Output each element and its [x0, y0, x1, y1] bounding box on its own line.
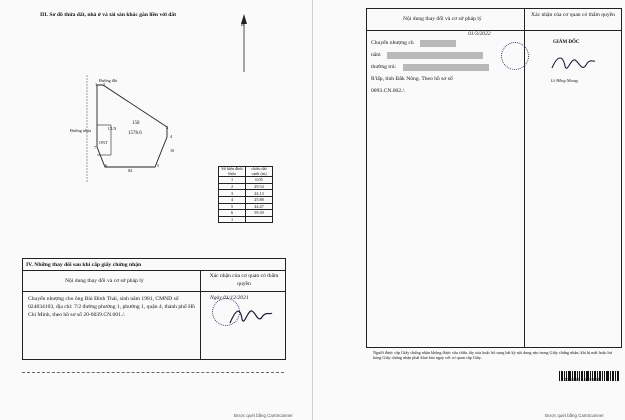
table-row: 6 59.39: [219, 210, 273, 217]
map-vertex-2: 2: [103, 82, 106, 87]
scanner-footer: Được quét bằng CamScanner: [234, 413, 293, 418]
section3-title: III. Sơ đồ thửa đất, nhà ở và tài sản khác gắn liền với đất: [40, 12, 177, 18]
map-label-edge-84: 84: [128, 168, 133, 173]
map-label-edge-10: 10: [170, 148, 175, 153]
notice-text: Người được cấp Giấy chứng nhận không được sửa chữa, tẩy xóa hoặc bổ sung bất kỳ nội dung nào trong Giấy chứng nhận; khi bị mất hoặc hư hỏng Giấy chứng nhận phải khai báo ngay với cơ quan cấp Giấy.: [373, 350, 612, 361]
change-entry-text: Chuyển nhượng cho ông Bùi Đình Thái, sinh năm 1981, CMND số 024834103, địa chỉ: 7/2 đường phường 1, phường 1, quận 4, thành phố Hồ Chí Minh, theo hồ sơ số 20-0039.CN.001./.: [28, 296, 195, 318]
table-row: 1: [219, 216, 273, 223]
dashed-divider: [22, 372, 284, 373]
map-label-road-side: Đường nhựa: [70, 128, 92, 133]
divider: [22, 291, 286, 292]
table-row: 3 24.13: [219, 190, 273, 197]
table-row: 1 6.05: [219, 177, 273, 184]
redacted-block: [420, 40, 456, 47]
edge-length-table: [218, 166, 273, 223]
table-row: 5 44.47: [219, 203, 273, 210]
map-vertex-6: 6: [105, 163, 108, 168]
scanner-footer: Được quét bằng CamScanner: [545, 413, 604, 418]
entry-line-3: thường trú:: [371, 64, 397, 70]
change-entry-date: Ngày 01/12/2021: [210, 295, 249, 301]
certificate-page-left: [0, 0, 312, 420]
table-header: chiều dài cạnh (m): [246, 167, 273, 177]
entry-line-2: năm: [371, 52, 381, 58]
redacted-block: [387, 52, 483, 59]
col-header-content: Nội dung thay đổi và cơ sở pháp lý: [65, 278, 144, 284]
table-header: Số hiệu đỉnh thửa: [219, 167, 246, 177]
divider: [22, 270, 286, 271]
col-header-confirm: Xác nhận của cơ quan có thẩm quyền: [209, 273, 279, 287]
col-header-content: Nội dung thay đổi và cơ sở pháp lý: [403, 16, 482, 22]
map-vertex-5: 5: [157, 163, 160, 168]
map-label-parcel-no: 158: [132, 121, 140, 126]
barcode-icon: [559, 368, 619, 378]
signer-name: Lê Hồng Nhung: [551, 78, 578, 83]
redacted-block: [403, 64, 489, 71]
director-label: GIÁM ĐỐC: [553, 40, 580, 45]
entry-line-5: 0093.CN.002./.: [371, 88, 406, 94]
north-label: B: [241, 23, 245, 28]
official-stamp: [501, 42, 529, 70]
divider: [366, 30, 622, 31]
map-label-road-top: Đường đất: [99, 78, 117, 83]
col-header-confirm: Xác nhận của cơ quan có thẩm quyền: [531, 12, 615, 18]
signature-icon: [549, 52, 597, 76]
serial-number: 24756250819620: [561, 379, 601, 383]
table-row: 4 25.88: [219, 196, 273, 203]
entry-line-1: Chuyển nhượng ch: [371, 40, 414, 46]
map-label-ont: ONT: [99, 140, 108, 145]
certificate-page-right: [313, 0, 625, 420]
handwritten-date: 01/3/2022: [468, 31, 491, 37]
signature-icon: [228, 305, 274, 327]
table-row: 2 29.54: [219, 183, 273, 190]
map-vertex-1: 1: [95, 82, 98, 87]
section4-title: IV. Những thay đổi sau khi cấp giấy chứng nhận: [26, 262, 142, 268]
entry-line-4: R'lấp, tỉnh Đắk Nông. Theo hồ sơ số: [371, 76, 453, 82]
map-vertex-3: 3: [166, 125, 169, 130]
map-vertex-4: 4: [170, 134, 173, 139]
map-vertex-7: 7: [94, 145, 97, 150]
map-label-land-type: CLN: [108, 126, 117, 131]
map-label-area: 1578.6: [128, 131, 142, 136]
divider: [200, 270, 201, 359]
